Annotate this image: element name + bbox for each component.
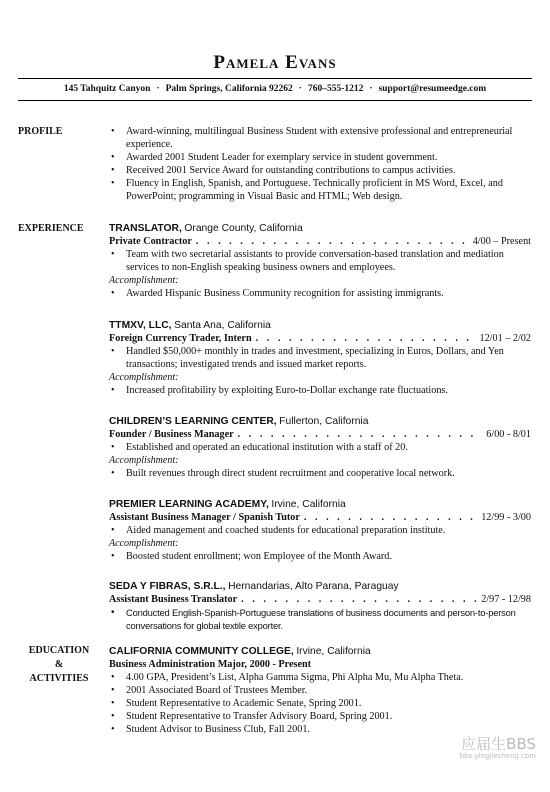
company-location: Hernandarias, Alto Parana, Paraguay [228,581,399,592]
phone: 760–555-1212 [307,84,364,94]
experience-heading: EXPERIENCE [18,223,84,234]
job-bullet: • Handled $50,000+ monthly in trades and investment, specializing in Euros, Dollars, and Yen transactions; investigated trends and issued market reports. [109,345,531,371]
leader-dots [196,235,469,248]
separator: · [298,84,302,94]
role-dates: 2/97 - 12/98 [481,594,531,605]
role-line [109,235,531,248]
accomplishment-bullet: • Boosted student enrollment; won Employee of the Month Award. [109,550,531,563]
accomplishment-label: Accomplishment: [109,372,179,383]
job-bullet: • Aided management and coached students for educational preparation institute. [109,524,531,537]
education-heading-line2: & [54,659,64,670]
profile-heading: PROFILE [18,126,63,137]
name-text: Pamela Evans [213,52,337,73]
job-bullet: • Team with two secretarial assistants to provide conversation-based translation and mediation services to non-English speaking business owners and employees. [109,248,531,274]
profile-bullet: • Fluency in English, Spanish, and Portuguese. Technically proficient in MS Word, Excel, and PowerPoint; programming in Visual Basic and HTML; Web design. [109,177,531,203]
leader-dots [241,593,477,606]
company-name: PREMIER LEARNING ACADEMY, [109,499,269,510]
separator: · [156,84,160,94]
company-name: TRANSLATOR, [109,223,182,234]
education-heading-line3: ACTIVITIES [29,673,89,684]
email: support@resumeedge.com [378,84,487,94]
job-entry [109,222,531,300]
job-entry [109,319,531,397]
education-section [109,645,531,736]
major-line: Business Administration Major, 2000 - Present [109,659,312,670]
role-title: Founder / Business Manager [109,429,234,440]
education-heading [18,644,100,686]
role-dates: 4/00 – Present [472,236,531,247]
company-location: Irvine, California [271,499,346,510]
company-location: Orange County, California [184,223,303,234]
education-bullet: • Student Representative to Transfer Advisory Board, Spring 2001. [109,710,531,723]
city: Palm Springs, California 92262 [165,84,293,94]
education-heading-line1: EDUCATION [28,645,90,656]
company-name: SEDA Y FIBRAS, S.R.L., [109,581,226,592]
separator: · [369,84,373,94]
job-entry [109,498,531,563]
leader-dots [238,428,483,441]
address: 145 Tahquitz Canyon [63,84,151,94]
accomplishment-label: Accomplishment: [109,455,179,466]
school-name: CALIFORNIA COMMUNITY COLLEGE, [109,646,294,657]
accomplishment-bullet: • Built revenues through direct student recruitment and cooperative local network. [109,467,531,480]
header-rule-bottom [18,100,532,101]
company-name: CHILDREN’S LEARNING CENTER, [109,416,277,427]
role-line [109,428,531,441]
education-bullet: • Student Representative to Academic Senate, Spring 2001. [109,697,531,710]
job-bullet: • Established and operated an educational institution with a staff of 20. [109,441,531,454]
resume-name [0,52,550,74]
accomplishment-label: Accomplishment: [109,275,179,286]
profile-bullet: • Awarded 2001 Student Leader for exemplary service in student government. [109,151,531,164]
accomplishment-bullet: • Increased profitability by exploiting Euro-to-Dollar exchange rate fluctuations. [109,384,531,397]
role-title: Foreign Currency Trader, Intern [109,333,252,344]
role-line [109,593,531,606]
job-bullet: • Conducted English-Spanish-Portuguese translations of business documents and person-to-person conversations for global textile exporter. [109,606,531,632]
leader-dots [304,511,477,524]
role-line [109,511,531,524]
watermark-url: bbs.yingjiesheng.com [459,752,536,760]
accomplishment-bullet: • Awarded Hispanic Business Community recognition for assisting immigrants. [109,287,531,300]
watermark-text: 应届生BBS [461,735,536,753]
profile-section [109,125,531,203]
school-location: Irvine, California [296,646,371,657]
company-location: Fullerton, California [279,416,369,427]
role-title: Assistant Business Translator [109,594,238,605]
education-bullet: • 2001 Associated Board of Trustees Member. [109,684,531,697]
role-line [109,332,531,345]
accomplishment-label: Accomplishment: [109,538,179,549]
role-title: Private Contractor [109,236,192,247]
header-rule-top [18,78,532,79]
role-dates: 6/00 - 8/01 [486,429,531,440]
education-bullet: • 4.00 GPA, President’s List, Alpha Gamma Sigma, Phi Alpha Mu, Mu Alpha Theta. [109,671,531,684]
job-entry [109,580,531,632]
company-location: Santa Ana, California [174,320,271,331]
job-entry [109,415,531,480]
role-dates: 12/01 – 2/02 [479,333,531,344]
company-name: TTMXV, LLC, [109,320,172,331]
contact-line [0,84,550,94]
profile-bullet: • Award-winning, multilingual Business Student with extensive professional and entrepreneurial experience. [109,125,531,151]
role-title: Assistant Business Manager / Spanish Tutor [109,512,300,523]
watermark [460,733,536,760]
education-bullet: • Student Advisor to Business Club, Fall 2001. [109,723,531,736]
profile-bullet: • Received 2001 Service Award for outstanding contributions to campus activities. [109,164,531,177]
role-dates: 12/99 - 3/00 [481,512,531,523]
leader-dots [256,332,476,345]
